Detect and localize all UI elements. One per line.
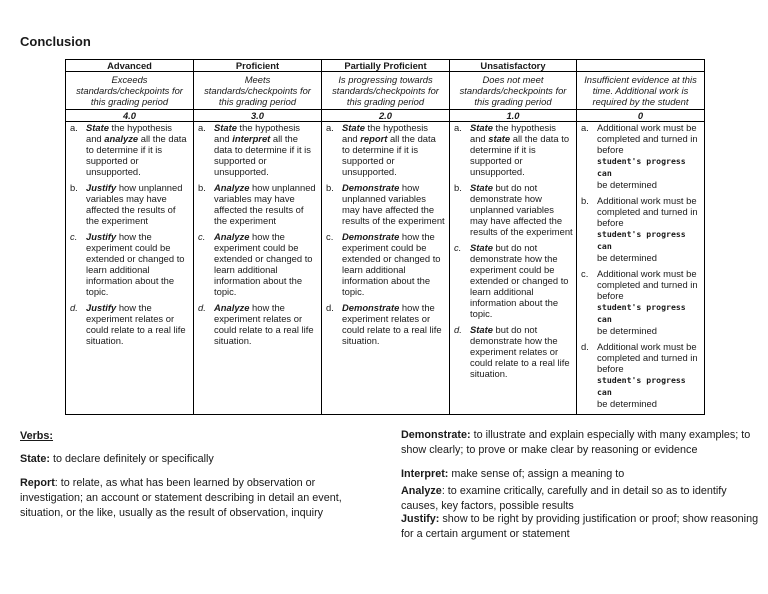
criteria-body: but do not demonstrate how the experiment could be extended or changed to learn additional information about the topic. — [470, 242, 569, 319]
criteria-verb: State — [470, 324, 493, 335]
criteria-verb: Justify — [86, 231, 117, 242]
criteria-item — [196, 182, 318, 226]
criteria-text — [86, 231, 190, 297]
verbs-heading: Verbs: — [20, 430, 54, 442]
criteria-marker: c. — [70, 231, 78, 242]
criteria-item — [324, 231, 446, 297]
criteria-body: Additional work must be completed and turned in before — [597, 195, 698, 228]
criteria-item — [196, 231, 318, 297]
criteria-item — [324, 122, 446, 177]
criteria-text — [214, 122, 318, 177]
criteria-marker: a. — [198, 122, 206, 133]
criteria-marker: c. — [454, 242, 462, 253]
criteria-verb: interpret — [232, 133, 271, 144]
level-score: 0 — [577, 110, 705, 122]
criteria-text — [470, 242, 573, 319]
criteria-verb: State — [470, 242, 493, 253]
criteria-body: how the experiment relates or could relate to a real life situation. — [214, 302, 314, 346]
criteria-item — [324, 302, 446, 346]
criteria-body-tail: be determined — [597, 179, 657, 190]
level-description: Insufficient evidence at this time. Additional work is required by the student — [577, 72, 705, 110]
criteria-body-tail: be determined — [597, 252, 657, 263]
criteria-verb: Analyze — [214, 231, 250, 242]
criteria-verb: Analyze — [214, 302, 250, 313]
criteria-verb: State — [86, 122, 109, 133]
criteria-text — [470, 324, 573, 379]
criteria-item — [579, 268, 701, 336]
criteria-body-emphasis: student's progress can — [597, 229, 686, 251]
criteria-text — [597, 268, 701, 336]
criteria-marker: c. — [581, 268, 589, 279]
criteria-body: but do not demonstrate how unplanned variables may have affected the results of the experiment — [470, 182, 573, 237]
criteria-body: how the experiment relates or could relate to a real life situation. — [86, 302, 186, 346]
criteria-body: the hypothesis and — [342, 122, 428, 144]
criteria-verb: Demonstrate — [342, 231, 400, 242]
criteria-verb: Justify — [86, 302, 117, 313]
criteria-body: all the data to determine if it is supported or unsupported. — [214, 133, 311, 177]
definition-term: Demonstrate: — [401, 429, 471, 441]
column-header: Unsatisfactory — [450, 60, 577, 72]
definition-text: make sense of; assign a meaning to — [448, 468, 625, 480]
criteria-body: how unplanned variables may have affected the results of the experiment — [86, 182, 183, 226]
criteria-body: the hypothesis and — [86, 122, 172, 144]
criteria-text — [214, 182, 318, 226]
criteria-verb: State — [214, 122, 237, 133]
criteria-marker: b. — [70, 182, 78, 193]
criteria-text — [597, 341, 701, 409]
criteria-marker: d. — [454, 324, 462, 335]
rubric-criteria-row — [66, 122, 705, 415]
criteria-text — [597, 195, 701, 263]
definition-text: to illustrate and explain especially with many examples; to show clearly; to prove or make clear by reasoning or evidence — [401, 429, 751, 456]
criteria-item — [196, 302, 318, 346]
criteria-body: how the experiment could be extended or changed to learn additional information about the topic. — [342, 231, 441, 297]
criteria-verb: Demonstrate — [342, 302, 400, 313]
criteria-verb: state — [488, 133, 511, 144]
criteria-body-emphasis: student's progress can — [597, 375, 686, 397]
criteria-cell — [194, 122, 322, 415]
definition-text: : to relate, as what has been learned by observation or investigation; an account or statement describing in detail an event, situation, or the like, usually as the result of observation, inquiry — [20, 477, 342, 519]
definition-text: to declare definitely or specifically — [50, 453, 214, 465]
criteria-verb: State — [342, 122, 365, 133]
definition-term: Analyze — [401, 485, 442, 497]
level-description: Meets standards/checkpoints for this grading period — [194, 72, 322, 110]
criteria-body: all the data to determine if it is supported or unsupported. — [470, 133, 570, 177]
criteria-item — [579, 195, 701, 263]
criteria-marker: d. — [70, 302, 78, 313]
level-description: Is progressing towards standards/checkpoints for this grading period — [322, 72, 450, 110]
definition-term: Justify: — [401, 513, 440, 525]
rubric-score-row — [66, 110, 705, 122]
criteria-marker: a. — [326, 122, 334, 133]
definition-report — [20, 476, 360, 521]
criteria-marker: d. — [198, 302, 206, 313]
criteria-body: all the data to determine if it is supported or unsupported. — [86, 133, 187, 177]
criteria-marker: c. — [198, 231, 206, 242]
criteria-item — [452, 122, 573, 177]
criteria-cell — [66, 122, 194, 415]
criteria-text — [86, 302, 190, 346]
rubric-description-row — [66, 72, 705, 110]
criteria-body: how the experiment relates or could relate to a real life situation. — [342, 302, 442, 346]
criteria-text — [86, 122, 190, 177]
criteria-body: Additional work must be completed and turned in before — [597, 268, 698, 301]
definition-demonstrate — [401, 428, 761, 458]
rubric-header-row — [66, 60, 705, 72]
column-header: Proficient — [194, 60, 322, 72]
criteria-text — [342, 122, 446, 177]
criteria-cell — [577, 122, 705, 415]
criteria-text — [342, 302, 446, 346]
criteria-marker: a. — [454, 122, 462, 133]
criteria-marker: a. — [581, 122, 589, 133]
criteria-item — [579, 341, 701, 409]
criteria-verb: Analyze — [214, 182, 250, 193]
criteria-body: Additional work must be completed and turned in before — [597, 341, 698, 374]
definition-text: : to examine critically, carefully and in detail so as to identify causes, key factors, possible results — [401, 485, 727, 512]
criteria-body: how the experiment could be extended or changed to learn additional information about the topic. — [214, 231, 313, 297]
level-score: 1.0 — [450, 110, 577, 122]
criteria-item — [452, 242, 573, 319]
criteria-text — [86, 182, 190, 226]
criteria-item — [452, 324, 573, 379]
column-header: Partially Proficient — [322, 60, 450, 72]
criteria-item — [196, 122, 318, 177]
criteria-text — [342, 231, 446, 297]
criteria-verb: State — [470, 182, 493, 193]
criteria-text — [214, 302, 318, 346]
criteria-marker: b. — [326, 182, 334, 193]
criteria-marker: d. — [581, 341, 589, 352]
criteria-text — [342, 182, 446, 226]
criteria-text — [214, 231, 318, 297]
criteria-verb: State — [470, 122, 493, 133]
criteria-item — [68, 231, 190, 297]
criteria-body: how unplanned variables may have affected the results of the experiment — [342, 182, 445, 226]
criteria-item — [324, 182, 446, 226]
column-header: Advanced — [66, 60, 194, 72]
criteria-text — [470, 182, 573, 237]
definition-term: Report — [20, 477, 55, 489]
criteria-text — [470, 122, 573, 177]
definition-state — [20, 452, 360, 467]
criteria-marker: d. — [326, 302, 334, 313]
criteria-marker: a. — [70, 122, 78, 133]
criteria-body: Additional work must be completed and turned in before — [597, 122, 698, 155]
criteria-verb: analyze — [104, 133, 139, 144]
definition-analyze — [401, 484, 761, 514]
definition-text: show to be right by providing justification or proof; show reasoning for a certain argument or statement — [401, 513, 759, 540]
criteria-item — [579, 122, 701, 190]
criteria-marker: c. — [326, 231, 334, 242]
criteria-marker: b. — [198, 182, 206, 193]
criteria-body: the hypothesis and — [470, 122, 556, 144]
rubric-table — [65, 59, 705, 415]
definition-justify — [401, 512, 761, 542]
criteria-body: but do not demonstrate how the experiment relates or could relate to a real life situation. — [470, 324, 570, 379]
criteria-verb: Justify — [86, 182, 117, 193]
criteria-verb: report — [360, 133, 388, 144]
level-score: 3.0 — [194, 110, 322, 122]
criteria-body-tail: be determined — [597, 398, 657, 409]
level-description: Exceeds standards/checkpoints for this grading period — [66, 72, 194, 110]
criteria-marker: b. — [454, 182, 462, 193]
criteria-item — [68, 182, 190, 226]
criteria-cell — [322, 122, 450, 415]
level-score: 4.0 — [66, 110, 194, 122]
criteria-body: how the experiment could be extended or changed to learn additional information about the topic. — [86, 231, 185, 297]
criteria-body-emphasis: student's progress can — [597, 156, 686, 178]
criteria-item — [452, 182, 573, 237]
criteria-item — [68, 122, 190, 177]
criteria-body-tail: be determined — [597, 325, 657, 336]
page-title: Conclusion — [20, 34, 91, 49]
criteria-cell — [450, 122, 577, 415]
level-description: Does not meet standards/checkpoints for this grading period — [450, 72, 577, 110]
criteria-verb: Demonstrate — [342, 182, 400, 193]
criteria-marker: b. — [581, 195, 589, 206]
column-header — [577, 60, 705, 72]
criteria-body: how unplanned variables may have affected the results of the experiment — [214, 182, 316, 226]
criteria-item — [68, 302, 190, 346]
criteria-body: all the data to determine if it is supported or unsupported. — [342, 133, 436, 177]
definition-term: Interpret: — [401, 468, 449, 480]
definition-term: State: — [20, 453, 50, 465]
criteria-body-emphasis: student's progress can — [597, 302, 686, 324]
criteria-body: the hypothesis and — [214, 122, 300, 144]
level-score: 2.0 — [322, 110, 450, 122]
definition-interpret — [401, 467, 761, 482]
criteria-text — [597, 122, 701, 190]
